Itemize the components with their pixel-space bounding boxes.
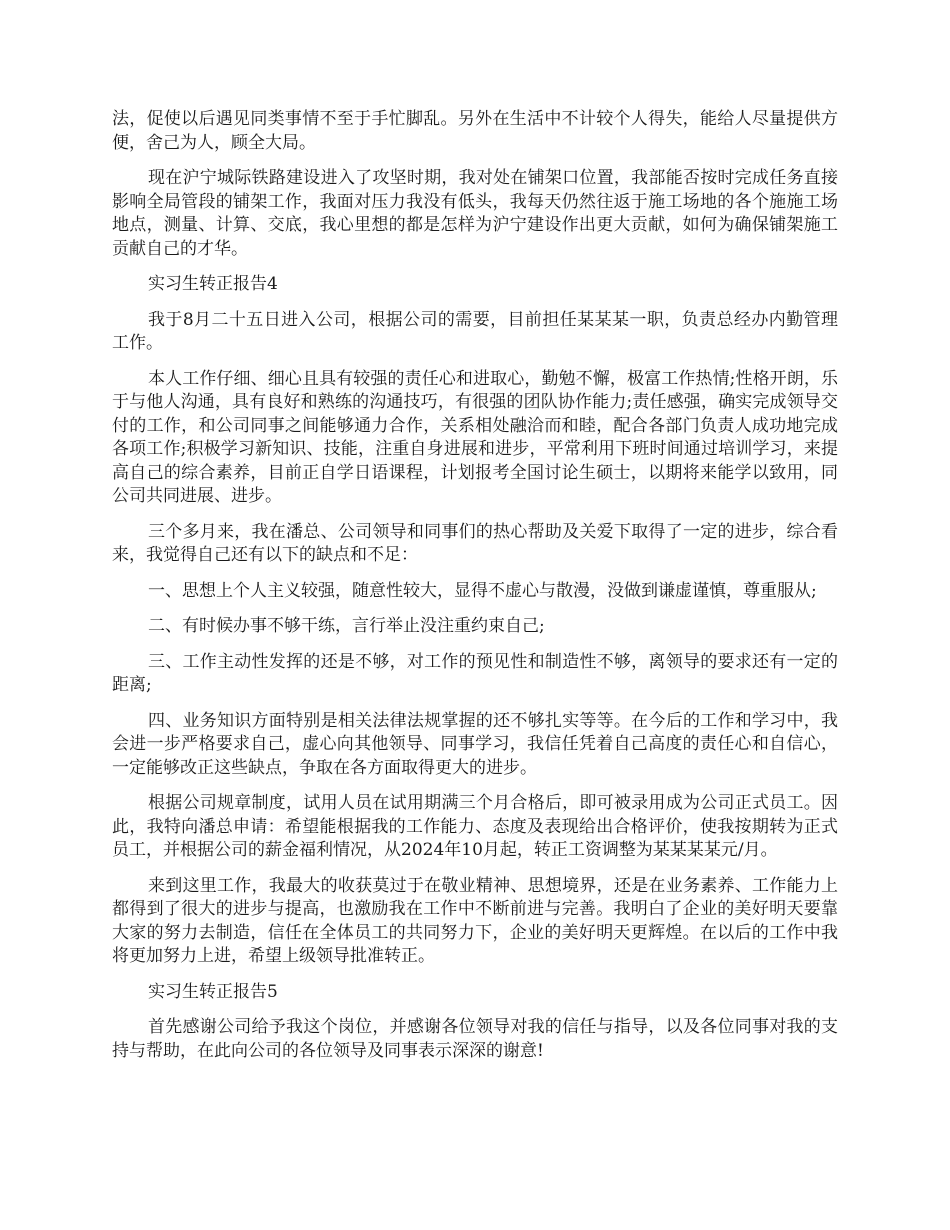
paragraph-shortcomings-intro: 三个多月来，我在潘总、公司领导和同事们的热心帮助及关爱下取得了一定的进步，综合看来，我觉得自己还有以下的缺点和不足：: [112, 521, 838, 565]
section-heading-report-4: 实习生转正报告4: [148, 274, 278, 294]
paragraph-gains: 来到这里工作，我最大的收获莫过于在敬业精神、思想境界，还是在业务素养、工作能力上都得到了很大的进步与提高，也激励我在工作中不断前进与完善。我明白了企业的美好明天要靠大家的努力去制造，信任在全体员工的共同努力下，企业的美好明天更辉煌。在以后的工作中我将更加努力上进，希望上级领导批准转正。: [112, 875, 838, 966]
section-heading-report-5: 实习生转正报告5: [148, 981, 278, 1002]
paragraph-shortcoming-2: 二、有时候办事不够干练，言行举止没注重约束自己;: [148, 616, 545, 636]
paragraph-self-assessment: 本人工作仔细、细心且具有较强的责任心和进取心，勤勉不懈，极富工作热情;性格开朗，乐于与他人沟通，具有良好和熟练的沟通技巧，有很强的团队协作能力;责任感强，确实完成领导交付的工作，和公司同事之间能够通力合作，关系相处融洽而和睦，配合各部门负责人成功地完成各项工作;积极学习新知识、技能，注重自身进展和进步，平常利用下班时间通过培训学习，来提高自己的综合素养，目前正自学日语课程，计划报考全国讨论生硕士，以期将来能学以致用，同公司共同进展、进步。: [112, 368, 838, 506]
paragraph-shortcoming-3: 三、工作主动性发挥的还是不够，对工作的预见性和制造性不够，离领导的要求还有一定的距离;: [112, 651, 838, 695]
paragraph-joined-company: 我于8月二十五日进入公司，根据公司的需要，目前担任某某某一职，负责总经办内勤管理工作。: [112, 309, 838, 353]
paragraph-continuation: 法，促使以后遇见同类事情不至于手忙脚乱。另外在生活中不计较个人得失，能给人尽量提供方便，舍己为人，顾全大局。: [112, 109, 838, 153]
paragraph-thanks: 首先感谢公司给予我这个岗位，并感谢各位领导对我的信任与指导，以及各位同事对我的支持与帮助，在此向公司的各位领导及同事表示深深的谢意!: [112, 1017, 838, 1061]
paragraph-shortcoming-4: 四、业务知识方面特别是相关法律法规掌握的还不够扎实等等。在今后的工作和学习中，我会进一步严格要求自己，虚心向其他领导、同事学习，我信任凭着自己高度的责任心和自信心，一定能够改正这些缺点，争取在各方面取得更大的进步。: [112, 710, 838, 778]
paragraph-shortcoming-1: 一、思想上个人主义较强，随意性较大，显得不虚心与散漫，没做到谦虚谨慎，尊重服从;: [148, 580, 817, 601]
paragraph-application: 根据公司规章制度，试用人员在试用期满三个月合格后，即可被录用成为公司正式员工。因此，我特向潘总申请：希望能根据我的工作能力、态度及表现给出合格评价，使我按期转为正式员工，并根据公司的薪金福利情况，从2024年10月起，转正工资调整为某某某某元/月。: [112, 793, 838, 860]
paragraph-railway-construction: 现在沪宁城际铁路建设进入了攻坚时期，我对处在铺架口位置，我部能否按时完成任务直接影响全局管段的铺架工作，我面对压力我没有低头，我每天仍然往返于施工场地的各个施施工场地点，测量、计算、交底，我心里想的都是怎样为沪宁建设作出更大贡献，如何为确保铺架施工贡献自己的才华。: [112, 168, 838, 259]
